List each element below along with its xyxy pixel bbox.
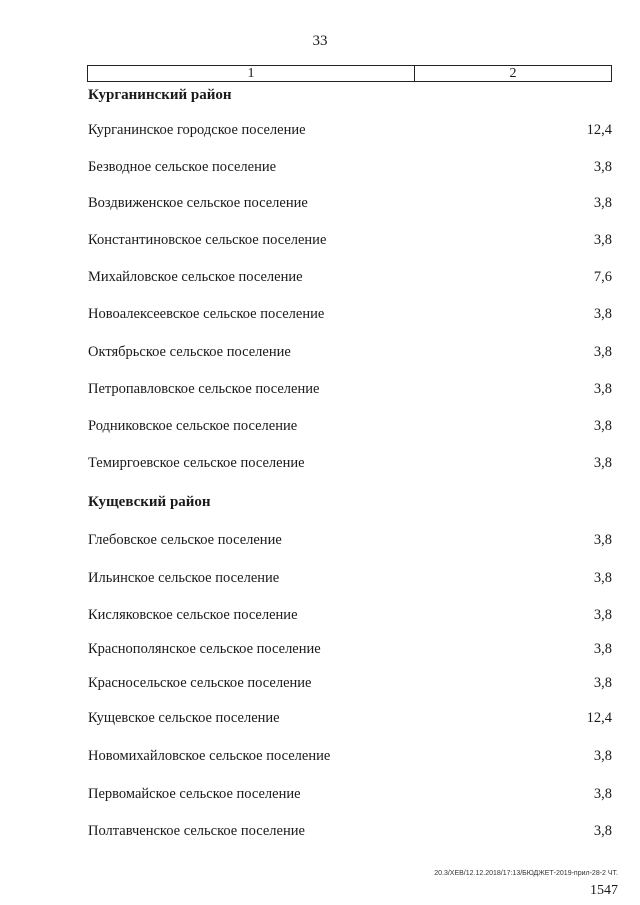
settlement-name: Курганинское городское поселение [88, 122, 306, 138]
settlement-name: Новоалексеевское сельское поселение [88, 306, 325, 322]
settlement-name: Петропавловское сельское поселение [88, 381, 320, 397]
settlement-name: Глебовское сельское поселение [88, 532, 282, 548]
settlement-name: Родниковское сельское поселение [88, 418, 298, 434]
settlement-name: Красносельское сельское поселение [88, 675, 312, 691]
settlement-value: 3,8 [593, 641, 612, 657]
table-row [88, 568, 612, 588]
settlement-name: Кисляковское сельское поселение [88, 607, 298, 623]
settlement-name: Темиргоевское сельское поселение [88, 455, 305, 471]
district-title-kushchevsky: Кущевский район [88, 494, 211, 510]
table-row [88, 708, 612, 728]
settlement-value: 3,8 [593, 159, 612, 175]
settlement-value: 3,8 [593, 381, 612, 397]
table-row [88, 673, 612, 693]
table-row [88, 821, 612, 841]
table-row [88, 157, 612, 177]
table-row [88, 530, 612, 550]
table-row [88, 453, 612, 473]
settlement-value: 3,8 [593, 823, 612, 839]
settlement-value: 3,8 [593, 418, 612, 434]
table-row [88, 120, 612, 140]
table-row [88, 605, 612, 625]
settlement-name: Воздвиженское сельское поселение [88, 195, 308, 211]
settlement-value: 3,8 [593, 748, 612, 764]
table-row [88, 746, 612, 766]
table-row [88, 304, 612, 324]
settlement-value: 3,8 [593, 786, 612, 802]
settlement-value: 12,4 [586, 122, 612, 138]
settlement-name: Кущевское сельское поселение [88, 710, 280, 726]
settlement-value: 12,4 [586, 710, 612, 726]
sheet-number: 1547 [590, 883, 618, 898]
district-title-kurganinsky: Курганинский район [88, 87, 232, 103]
settlement-value: 7,6 [593, 269, 612, 285]
settlement-name: Полтавченское сельское поселение [88, 823, 305, 839]
settlement-name: Ильинское сельское поселение [88, 570, 280, 586]
footer-stamp: 20.3/ХЕВ/12.12.2018/17:13/БЮДЖЕТ-2019-прил-28-2 ЧТ. [434, 870, 618, 877]
table-header-col2: 2 [509, 66, 517, 81]
table-row [88, 416, 612, 436]
settlement-value: 3,8 [593, 344, 612, 360]
settlement-value: 3,8 [593, 570, 612, 586]
settlement-name: Октябрьское сельское поселение [88, 344, 291, 360]
table-row [88, 230, 612, 250]
table-row [88, 267, 612, 287]
settlement-value: 3,8 [593, 532, 612, 548]
table-row [88, 342, 612, 362]
settlement-name: Краснополянское сельское поселение [88, 641, 321, 657]
table-header [87, 65, 612, 82]
settlement-value: 3,8 [593, 195, 612, 211]
table-row [88, 784, 612, 804]
settlement-value: 3,8 [593, 232, 612, 248]
settlement-name: Михайловское сельское поселение [88, 269, 303, 285]
settlement-name: Первомайское сельское поселение [88, 786, 301, 802]
table-row [88, 639, 612, 659]
page-number: 33 [312, 33, 328, 49]
settlement-name: Новомихайловское сельское поселение [88, 748, 331, 764]
table-header-col1: 1 [88, 66, 415, 81]
table-row [88, 379, 612, 399]
settlement-value: 3,8 [593, 607, 612, 623]
settlement-value: 3,8 [593, 306, 612, 322]
settlement-value: 3,8 [593, 455, 612, 471]
settlement-name: Безводное сельское поселение [88, 159, 277, 175]
settlement-name: Константиновское сельское поселение [88, 232, 327, 248]
table-row [88, 193, 612, 213]
settlement-value: 3,8 [593, 675, 612, 691]
